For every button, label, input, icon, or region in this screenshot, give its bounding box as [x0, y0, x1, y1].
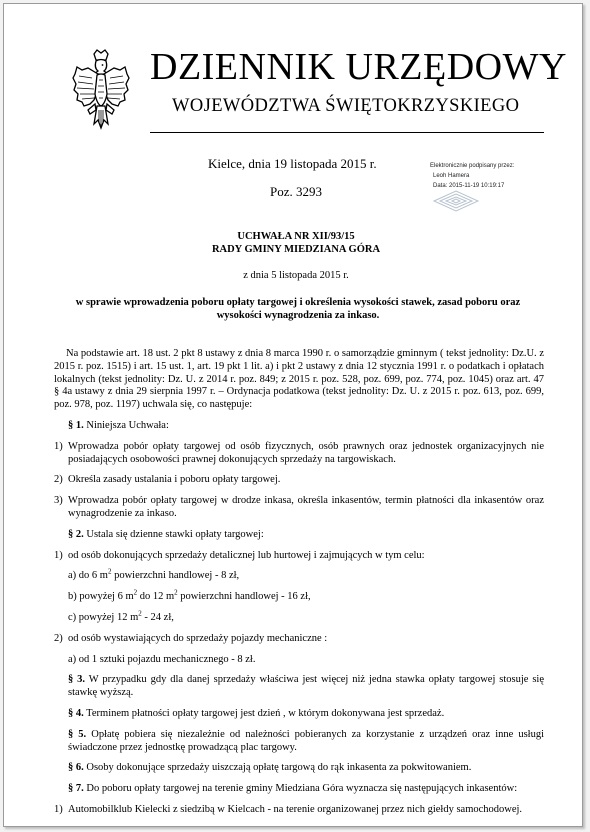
resolution-date: z dnia 5 listopada 2015 r.	[243, 270, 349, 281]
sub-item-a: a) do 6 $m^2$ powierzchni handlowej - 8 zł,	[68, 567, 240, 582]
journal-title: DZIENNIK URZĘDOWY	[150, 46, 567, 88]
section-2-text: Ustala się dzienne stawki opłaty targowej:	[83, 528, 264, 540]
position-number: Poz. 3293	[270, 184, 322, 199]
section-6-heading: § 6.	[68, 762, 84, 774]
sub-item-vehicle: a) od 1 sztuki pojazdu mechanicznego - 8 zł.	[68, 653, 256, 665]
section-2	[54, 529, 544, 542]
section-1	[54, 420, 544, 433]
section-3-heading: § 3.	[68, 674, 86, 686]
signature-stamp-icon	[432, 190, 480, 212]
document-body	[54, 348, 544, 825]
section-5-text: Opłatę pobiera się niezależnie od należności pobieranych za korzystanie z urządzeń oraz inne usługi świadczone przez jednostkę prowadzącą plac targowy.	[68, 728, 544, 753]
section-4-heading: § 4.	[68, 707, 84, 719]
list-item: 2) od osób wystawiających do sprzedaży pojazdy mechaniczne :	[54, 632, 328, 644]
place-and-date: Kielce, dnia 19 listopada 2015 r.	[208, 156, 377, 171]
eagle-emblem-icon	[70, 48, 132, 134]
section-7	[54, 783, 544, 796]
section-4	[54, 708, 544, 721]
section-5	[54, 729, 544, 755]
section-5-heading: § 5.	[68, 728, 87, 740]
list-item: 1) od osób dokonujących sprzedaży detalicznej lub hurtowej i zajmujących w tym celu:	[54, 549, 425, 561]
electronic-signature-block	[430, 161, 514, 191]
section-2-heading: § 2.	[68, 528, 84, 540]
resolution-heading	[4, 230, 583, 256]
signature-date: Data: 2015-11-19 10:19:17	[433, 183, 505, 189]
section-7-text: Do poboru opłaty targowej na terenie gminy Miedziana Góra wyznacza się następujących inkasentów:	[83, 783, 518, 795]
list-item: 3) Wprowadza pobór opłaty targowej w drodze inkasa, określa inkasentów, termin płatności dla inkasentów oraz wynagrodzenie za inkaso.	[54, 495, 544, 519]
list-item: 1) Wprowadza pobór opłaty targowej od osób fizycznych, osób prawnych oraz jednostek organizacyjnych nie posiadających osobowości prawnej dokonujących sprzedaży na targowiskach.	[54, 440, 544, 465]
list-item: 1) Automobilklub Kielecki z siedzibą w Kielcach - na terenie organizowanej przez nich giełdy samochodowej.	[54, 803, 523, 815]
header-divider	[150, 132, 544, 133]
preamble-paragraph: Na podstawie art. 18 ust. 2 pkt 8 ustawy z dnia 8 marca 1990 r. o samorządzie gminnym ( tekst jednolity: Dz.U. z 2015 r. poz. 1515) i art. 15 ust. 1, art. 19 pkt 1 lit. a) i pkt 2 ustawy z dnia 12 stycznia 1991 r. o podatkach i opłatach lokalnych (tekst jednolity: Dz. U. z 2014 r. poz. 849; z 2015 r. poz. 528, poz. 699, poz. 774, poz. 1045) oraz art. 47 § 4a ustawy z dnia 29 sierpnia 1997 r. – Ordynacja podatkowa (tekst jednolity: Dz. U. z 2015 r. poz. 613, poz. 699, poz. 978, poz. 1197) uchwala się, co następuje:	[54, 348, 544, 411]
resolution-number: UCHWAŁA NR XII/93/15	[237, 231, 355, 242]
section-1-text: Niniejsza Uchwała:	[83, 419, 169, 431]
resolution-subject: w sprawie wprowadzenia poboru opłaty targowej i określenia wysokości stawek, zasad poboru oraz wysokości wynagrodzenia za inkaso.	[75, 297, 521, 321]
section-1-heading: § 1.	[68, 419, 84, 431]
section-3-text: W przypadku gdy dla danej sprzedaży właściwa jest więcej niż jedna stawka opłaty targowej stosuje się stawkę wyższą.	[68, 674, 545, 699]
section-4-text: Terminem płatności opłaty targowej jest dzień , w którym dokonywana jest sprzedaż.	[83, 707, 445, 719]
sub-item-b: b) powyżej 6 $m^2$ do 12 $m^2$ powierzchni handlowej - 16 zł,	[68, 588, 311, 603]
document-page	[3, 3, 583, 827]
signature-label: Elektronicznie podpisany przez:	[430, 163, 515, 169]
section-6-text: Osoby dokonujące sprzedaży uiszczają opłatę targową do rąk inkasenta za pokwitowaniem.	[83, 762, 472, 774]
resolution-council: RADY GMINY MIEDZIANA GÓRA	[211, 244, 381, 255]
section-3	[54, 674, 544, 700]
journal-subtitle: WOJEWÓDZTWA ŚWIĘTOKRZYSKIEGO	[172, 96, 520, 116]
list-item: 2) Określa zasady ustalania i poboru opłaty targowej.	[54, 474, 281, 486]
section-7-heading: § 7.	[68, 783, 84, 795]
signature-signer: Leoh Hamera	[433, 173, 470, 179]
section-6	[54, 762, 544, 775]
sub-item-c: c) powyżej 12 $m^2 - 24$ zł,	[68, 609, 174, 623]
